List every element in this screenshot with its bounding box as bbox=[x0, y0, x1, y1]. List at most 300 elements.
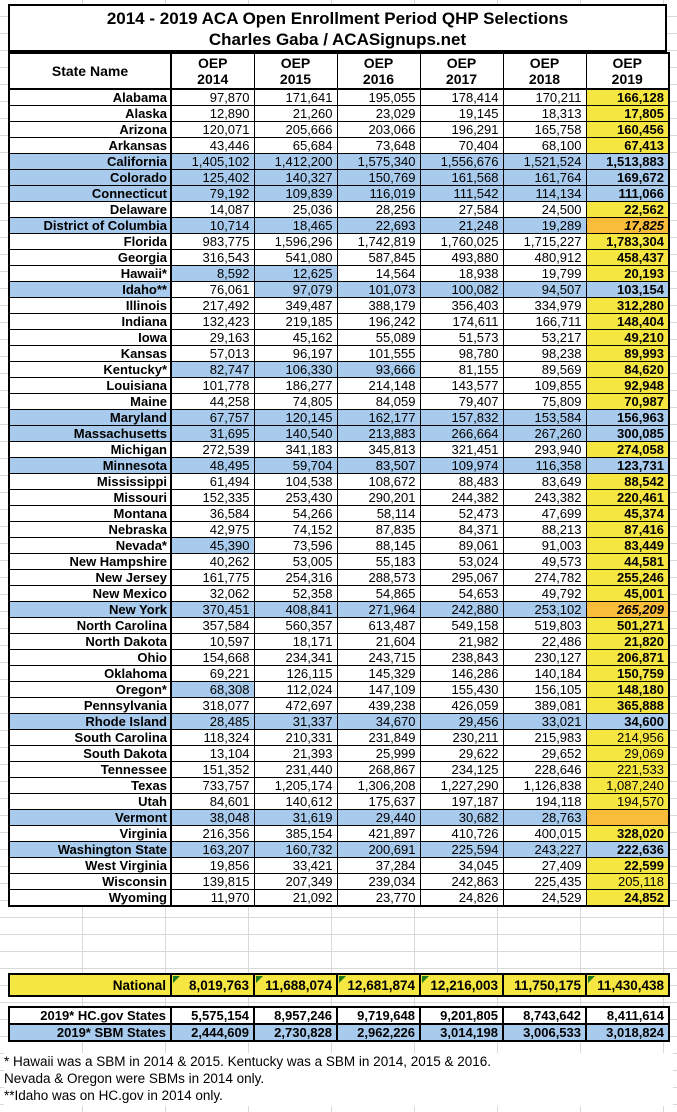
value-cell-2016: 421,897 bbox=[337, 826, 420, 842]
value-cell-2015: 25,036 bbox=[254, 202, 337, 218]
value-cell-2018: 22,486 bbox=[503, 634, 586, 650]
value-cell-2016: 1,742,819 bbox=[337, 234, 420, 250]
value-cell-2017: 34,045 bbox=[420, 858, 503, 874]
state-name-cell: Arkansas bbox=[9, 138, 171, 154]
value-cell-2018: 166,711 bbox=[503, 314, 586, 330]
value-cell-2018: 49,573 bbox=[503, 554, 586, 570]
value-cell-2018: 156,105 bbox=[503, 682, 586, 698]
value-cell-2019: 17,825 bbox=[586, 218, 669, 234]
value-cell-2017: 157,832 bbox=[420, 410, 503, 426]
value-cell-2018: 114,134 bbox=[503, 186, 586, 202]
value-cell-2019: 87,416 bbox=[586, 522, 669, 538]
value-cell-2014: 76,061 bbox=[171, 282, 254, 298]
value-cell-2017: 52,473 bbox=[420, 506, 503, 522]
value-cell-2018: 19,799 bbox=[503, 266, 586, 282]
value-cell-2016: 1,575,340 bbox=[337, 154, 420, 170]
value-cell-2015: 140,612 bbox=[254, 794, 337, 810]
value-cell-2017: 178,414 bbox=[420, 89, 503, 106]
value-cell-2018: 89,569 bbox=[503, 362, 586, 378]
value-cell-2016: 23,770 bbox=[337, 890, 420, 907]
footnote-line: * Hawaii was a SBM in 2014 & 2015. Kentucky was a SBM in 2014, 2015 & 2016. bbox=[4, 1054, 492, 1069]
value-cell-2015: 219,185 bbox=[254, 314, 337, 330]
value-cell-2014: 983,775 bbox=[171, 234, 254, 250]
value-cell-2018: 1,521,524 bbox=[503, 154, 586, 170]
value-cell-2016: 108,672 bbox=[337, 474, 420, 490]
national-value-cell-2015: 11,688,074 bbox=[254, 974, 337, 996]
value-cell-2016: 84,059 bbox=[337, 394, 420, 410]
state-name-cell: South Carolina bbox=[9, 730, 171, 746]
value-cell-2018: 53,217 bbox=[503, 330, 586, 346]
value-cell-2018: 243,382 bbox=[503, 490, 586, 506]
value-cell-2015: 21,260 bbox=[254, 106, 337, 122]
value-cell-2017: 266,664 bbox=[420, 426, 503, 442]
table-row-north-carolina bbox=[9, 618, 669, 634]
value-cell-2018: 47,699 bbox=[503, 506, 586, 522]
value-cell-2019: 458,437 bbox=[586, 250, 669, 266]
value-cell-2014: 82,747 bbox=[171, 362, 254, 378]
value-cell-2014: 118,324 bbox=[171, 730, 254, 746]
value-cell-2018: 228,646 bbox=[503, 762, 586, 778]
value-cell-2014: 68,308 bbox=[171, 682, 254, 698]
value-cell-2015: 21,393 bbox=[254, 746, 337, 762]
value-cell-2014: 44,258 bbox=[171, 394, 254, 410]
table-row-california bbox=[9, 154, 669, 170]
value-cell-2014: 132,423 bbox=[171, 314, 254, 330]
value-cell-2015: 1,205,174 bbox=[254, 778, 337, 794]
table-row-south-carolina bbox=[9, 730, 669, 746]
table-row-maine bbox=[9, 394, 669, 410]
value-cell-2017: 321,451 bbox=[420, 442, 503, 458]
value-cell-2016: 587,845 bbox=[337, 250, 420, 266]
value-cell-2017: 29,456 bbox=[420, 714, 503, 730]
value-cell-2017: 111,542 bbox=[420, 186, 503, 202]
state-name-cell: Alaska bbox=[9, 106, 171, 122]
value-cell-2015: 171,641 bbox=[254, 89, 337, 106]
header-cell-2019: OEP 2019 bbox=[586, 53, 669, 89]
table-row-new-hampshire bbox=[9, 554, 669, 570]
table-row-ohio bbox=[9, 650, 669, 666]
state-name-cell: Wisconsin bbox=[9, 874, 171, 890]
value-cell-2015: 1,412,200 bbox=[254, 154, 337, 170]
state-name-cell: Alabama bbox=[9, 89, 171, 106]
table-row-texas bbox=[9, 778, 669, 794]
value-cell-2017: 155,430 bbox=[420, 682, 503, 698]
value-cell-2017: 197,187 bbox=[420, 794, 503, 810]
value-cell-2019: 45,374 bbox=[586, 506, 669, 522]
header-cell-2017: OEP 2017 bbox=[420, 53, 503, 89]
value-cell-2017: 356,403 bbox=[420, 298, 503, 314]
value-cell-2015: 104,538 bbox=[254, 474, 337, 490]
value-cell-2018: 94,507 bbox=[503, 282, 586, 298]
state-name-cell: Hawaii* bbox=[9, 266, 171, 282]
state-name-cell: Massachusetts bbox=[9, 426, 171, 442]
table-row-new-york bbox=[9, 602, 669, 618]
value-cell-2016: 22,693 bbox=[337, 218, 420, 234]
table-row-florida bbox=[9, 234, 669, 250]
value-cell-2019: 20,193 bbox=[586, 266, 669, 282]
value-cell-2018: 49,792 bbox=[503, 586, 586, 602]
value-cell-2014: 370,451 bbox=[171, 602, 254, 618]
value-cell-2015: 31,337 bbox=[254, 714, 337, 730]
value-cell-2015: 12,625 bbox=[254, 266, 337, 282]
value-cell-2015: 385,154 bbox=[254, 826, 337, 842]
value-cell-2016: 55,183 bbox=[337, 554, 420, 570]
value-cell-2016: 23,029 bbox=[337, 106, 420, 122]
national-value-cell-2019: 11,430,438 bbox=[586, 974, 669, 996]
value-cell-2015: 541,080 bbox=[254, 250, 337, 266]
summary-value-cell-2014: 5,575,154 bbox=[171, 1007, 254, 1024]
header-cell-2015: OEP 2015 bbox=[254, 53, 337, 89]
value-cell-2018: 68,100 bbox=[503, 138, 586, 154]
value-cell-2014: 152,335 bbox=[171, 490, 254, 506]
value-cell-2016: 162,177 bbox=[337, 410, 420, 426]
value-cell-2018: 389,081 bbox=[503, 698, 586, 714]
state-name-cell: Arizona bbox=[9, 122, 171, 138]
value-cell-2019: 222,636 bbox=[586, 842, 669, 858]
value-cell-2019: 49,210 bbox=[586, 330, 669, 346]
value-cell-2016: 175,637 bbox=[337, 794, 420, 810]
value-cell-2017: 174,611 bbox=[420, 314, 503, 330]
value-cell-2017: 70,404 bbox=[420, 138, 503, 154]
value-cell-2015: 45,162 bbox=[254, 330, 337, 346]
table-row-iowa bbox=[9, 330, 669, 346]
value-cell-2018: 140,184 bbox=[503, 666, 586, 682]
value-cell-2017: 51,573 bbox=[420, 330, 503, 346]
value-cell-2014: 357,584 bbox=[171, 618, 254, 634]
value-cell-2019: 45,001 bbox=[586, 586, 669, 602]
value-cell-2016: 271,964 bbox=[337, 602, 420, 618]
value-cell-2016: 101,073 bbox=[337, 282, 420, 298]
value-cell-2016: 101,555 bbox=[337, 346, 420, 362]
value-cell-2019: 148,404 bbox=[586, 314, 669, 330]
value-cell-2019: 206,871 bbox=[586, 650, 669, 666]
value-cell-2019: 89,993 bbox=[586, 346, 669, 362]
value-cell-2019: 169,672 bbox=[586, 170, 669, 186]
state-name-cell: Iowa bbox=[9, 330, 171, 346]
value-cell-2018: 400,015 bbox=[503, 826, 586, 842]
value-cell-2014: 43,446 bbox=[171, 138, 254, 154]
value-cell-2019: 166,128 bbox=[586, 89, 669, 106]
value-cell-2016: 196,242 bbox=[337, 314, 420, 330]
value-cell-2017: 196,291 bbox=[420, 122, 503, 138]
header-cell-2016: OEP 2016 bbox=[337, 53, 420, 89]
table-row-colorado bbox=[9, 170, 669, 186]
value-cell-2019: 501,271 bbox=[586, 618, 669, 634]
value-cell-2015: 126,115 bbox=[254, 666, 337, 682]
value-cell-2016: 613,487 bbox=[337, 618, 420, 634]
table-row-nebraska bbox=[9, 522, 669, 538]
value-cell-2017: 27,584 bbox=[420, 202, 503, 218]
value-cell-2014: 12,890 bbox=[171, 106, 254, 122]
state-name-cell: Oregon* bbox=[9, 682, 171, 698]
value-cell-2018: 24,500 bbox=[503, 202, 586, 218]
value-cell-2019: 221,533 bbox=[586, 762, 669, 778]
value-cell-2014: 217,492 bbox=[171, 298, 254, 314]
value-cell-2018: 1,715,227 bbox=[503, 234, 586, 250]
value-cell-2017: 54,653 bbox=[420, 586, 503, 602]
value-cell-2015: 18,171 bbox=[254, 634, 337, 650]
state-name-cell: Virginia bbox=[9, 826, 171, 842]
value-cell-2019: 274,058 bbox=[586, 442, 669, 458]
value-cell-2019: 34,600 bbox=[586, 714, 669, 730]
value-cell-2014: 84,601 bbox=[171, 794, 254, 810]
value-cell-2017: 161,568 bbox=[420, 170, 503, 186]
summary-value-cell-2019: 8,411,614 bbox=[586, 1007, 669, 1024]
value-cell-2015: 205,666 bbox=[254, 122, 337, 138]
value-cell-2018: 170,211 bbox=[503, 89, 586, 106]
value-cell-2019: 1,087,240 bbox=[586, 778, 669, 794]
value-cell-2018: 274,782 bbox=[503, 570, 586, 586]
value-cell-2019: 220,461 bbox=[586, 490, 669, 506]
value-cell-2016: 34,670 bbox=[337, 714, 420, 730]
state-name-cell: Kansas bbox=[9, 346, 171, 362]
value-cell-2015: 54,266 bbox=[254, 506, 337, 522]
summary-value-cell-2018: 3,006,533 bbox=[503, 1024, 586, 1041]
value-cell-2017: 98,780 bbox=[420, 346, 503, 362]
value-cell-2015: 254,316 bbox=[254, 570, 337, 586]
value-cell-2019: 150,759 bbox=[586, 666, 669, 682]
value-cell-2014: 61,494 bbox=[171, 474, 254, 490]
value-cell-2015: 97,079 bbox=[254, 282, 337, 298]
table-row-wyoming bbox=[9, 890, 669, 907]
value-cell-2018: 334,979 bbox=[503, 298, 586, 314]
table-row-michigan bbox=[9, 442, 669, 458]
comment-triangle-icon bbox=[256, 976, 263, 983]
table-row-new-jersey bbox=[9, 570, 669, 586]
comment-triangle-icon bbox=[173, 976, 180, 983]
value-cell-2016: 116,019 bbox=[337, 186, 420, 202]
value-cell-2019: 84,620 bbox=[586, 362, 669, 378]
header-cell-2018: OEP 2018 bbox=[503, 53, 586, 89]
table-row-indiana bbox=[9, 314, 669, 330]
state-name-cell: Pennsylvania bbox=[9, 698, 171, 714]
value-cell-2019: 44,581 bbox=[586, 554, 669, 570]
value-cell-2016: 58,114 bbox=[337, 506, 420, 522]
state-name-cell: Louisiana bbox=[9, 378, 171, 394]
value-cell-2018: 253,102 bbox=[503, 602, 586, 618]
state-name-cell: Kentucky* bbox=[9, 362, 171, 378]
value-cell-2016: 288,573 bbox=[337, 570, 420, 586]
value-cell-2014: 120,071 bbox=[171, 122, 254, 138]
title-box bbox=[8, 4, 667, 52]
value-cell-2017: 1,760,025 bbox=[420, 234, 503, 250]
table-row-mississippi bbox=[9, 474, 669, 490]
value-cell-2019: 92,948 bbox=[586, 378, 669, 394]
value-cell-2017: 1,227,290 bbox=[420, 778, 503, 794]
summary-label-cell: 2019* HC.gov States bbox=[9, 1007, 171, 1024]
table-row-kansas bbox=[9, 346, 669, 362]
value-cell-2014: 161,775 bbox=[171, 570, 254, 586]
value-cell-2018: 243,227 bbox=[503, 842, 586, 858]
value-cell-2014: 42,975 bbox=[171, 522, 254, 538]
value-cell-2016: 29,440 bbox=[337, 810, 420, 826]
value-cell-2014: 10,597 bbox=[171, 634, 254, 650]
value-cell-2019: 265,209 bbox=[586, 602, 669, 618]
value-cell-2018: 293,940 bbox=[503, 442, 586, 458]
state-name-cell: Rhode Island bbox=[9, 714, 171, 730]
value-cell-2014: 316,543 bbox=[171, 250, 254, 266]
table-title: 2014 - 2019 ACA Open Enrollment Period QHP Selections bbox=[106, 9, 569, 28]
value-cell-2014: 125,402 bbox=[171, 170, 254, 186]
value-cell-2018: 161,764 bbox=[503, 170, 586, 186]
value-cell-2017: 493,880 bbox=[420, 250, 503, 266]
value-cell-2014: 32,062 bbox=[171, 586, 254, 602]
state-name-cell: New Jersey bbox=[9, 570, 171, 586]
value-cell-2019 bbox=[586, 810, 669, 826]
value-cell-2015: 21,092 bbox=[254, 890, 337, 907]
value-cell-2018: 88,213 bbox=[503, 522, 586, 538]
state-name-cell: Georgia bbox=[9, 250, 171, 266]
header-cell-state-name: State Name bbox=[9, 53, 171, 89]
national-value-cell-2014: 8,019,763 bbox=[171, 974, 254, 996]
value-cell-2017: 89,061 bbox=[420, 538, 503, 554]
value-cell-2018: 83,649 bbox=[503, 474, 586, 490]
value-cell-2015: 18,465 bbox=[254, 218, 337, 234]
summary-row-2019-sbm-states bbox=[9, 1024, 669, 1041]
national-row bbox=[9, 974, 669, 996]
value-cell-2018: 165,758 bbox=[503, 122, 586, 138]
state-name-cell: Texas bbox=[9, 778, 171, 794]
state-name-cell: Vermont bbox=[9, 810, 171, 826]
value-cell-2015: 109,839 bbox=[254, 186, 337, 202]
value-cell-2019: 214,956 bbox=[586, 730, 669, 746]
table-row-alaska bbox=[9, 106, 669, 122]
summary-row-2019-hc-gov-states bbox=[9, 1007, 669, 1024]
value-cell-2017: 29,622 bbox=[420, 746, 503, 762]
value-cell-2015: 96,197 bbox=[254, 346, 337, 362]
table-row-washington-state bbox=[9, 842, 669, 858]
footnote-line: **Idaho was on HC.gov in 2014 only. bbox=[4, 1088, 223, 1103]
comment-triangle-icon bbox=[339, 976, 346, 983]
table-row-arizona bbox=[9, 122, 669, 138]
value-cell-2016: 388,179 bbox=[337, 298, 420, 314]
value-cell-2014: 28,485 bbox=[171, 714, 254, 730]
state-name-cell: South Dakota bbox=[9, 746, 171, 762]
value-cell-2019: 103,154 bbox=[586, 282, 669, 298]
value-cell-2016: 268,867 bbox=[337, 762, 420, 778]
value-cell-2017: 84,371 bbox=[420, 522, 503, 538]
value-cell-2019: 111,066 bbox=[586, 186, 669, 202]
value-cell-2016: 87,835 bbox=[337, 522, 420, 538]
table-row-kentucky bbox=[9, 362, 669, 378]
value-cell-2019: 160,456 bbox=[586, 122, 669, 138]
value-cell-2014: 45,390 bbox=[171, 538, 254, 554]
value-cell-2018: 267,260 bbox=[503, 426, 586, 442]
value-cell-2017: 21,248 bbox=[420, 218, 503, 234]
header-row bbox=[9, 53, 669, 89]
value-cell-2019: 21,820 bbox=[586, 634, 669, 650]
state-name-cell: Tennessee bbox=[9, 762, 171, 778]
table-row-district-of-columbia bbox=[9, 218, 669, 234]
value-cell-2017: 426,059 bbox=[420, 698, 503, 714]
value-cell-2014: 733,757 bbox=[171, 778, 254, 794]
summary-value-cell-2017: 3,014,198 bbox=[420, 1024, 503, 1041]
table-row-missouri bbox=[9, 490, 669, 506]
state-name-cell: Illinois bbox=[9, 298, 171, 314]
state-name-cell: North Carolina bbox=[9, 618, 171, 634]
value-cell-2017: 24,826 bbox=[420, 890, 503, 907]
value-cell-2016: 213,883 bbox=[337, 426, 420, 442]
value-cell-2017: 30,682 bbox=[420, 810, 503, 826]
summary-value-cell-2015: 2,730,828 bbox=[254, 1024, 337, 1041]
table-row-massachusetts bbox=[9, 426, 669, 442]
value-cell-2016: 214,148 bbox=[337, 378, 420, 394]
value-cell-2014: 139,815 bbox=[171, 874, 254, 890]
value-cell-2019: 328,020 bbox=[586, 826, 669, 842]
value-cell-2014: 29,163 bbox=[171, 330, 254, 346]
value-cell-2019: 70,987 bbox=[586, 394, 669, 410]
value-cell-2015: 120,145 bbox=[254, 410, 337, 426]
table-subtitle: Charles Gaba / ACASignups.net bbox=[208, 30, 467, 49]
table-row-tennessee bbox=[9, 762, 669, 778]
value-cell-2017: 234,125 bbox=[420, 762, 503, 778]
value-cell-2018: 19,289 bbox=[503, 218, 586, 234]
value-cell-2016: 239,034 bbox=[337, 874, 420, 890]
value-cell-2015: 140,540 bbox=[254, 426, 337, 442]
table-row-georgia bbox=[9, 250, 669, 266]
comment-triangle-icon bbox=[422, 976, 429, 983]
value-cell-2017: 109,974 bbox=[420, 458, 503, 474]
table-row-oklahoma bbox=[9, 666, 669, 682]
value-cell-2014: 272,539 bbox=[171, 442, 254, 458]
value-cell-2016: 145,329 bbox=[337, 666, 420, 682]
state-name-cell: North Dakota bbox=[9, 634, 171, 650]
state-name-cell: New Mexico bbox=[9, 586, 171, 602]
value-cell-2014: 101,778 bbox=[171, 378, 254, 394]
value-cell-2019: 67,413 bbox=[586, 138, 669, 154]
value-cell-2017: 146,286 bbox=[420, 666, 503, 682]
value-cell-2014: 97,870 bbox=[171, 89, 254, 106]
state-name-cell: Missouri bbox=[9, 490, 171, 506]
table-row-delaware bbox=[9, 202, 669, 218]
value-cell-2019: 22,599 bbox=[586, 858, 669, 874]
value-cell-2019: 194,570 bbox=[586, 794, 669, 810]
value-cell-2015: 112,024 bbox=[254, 682, 337, 698]
national-value-cell-2017: 12,216,003 bbox=[420, 974, 503, 996]
value-cell-2018: 153,584 bbox=[503, 410, 586, 426]
value-cell-2017: 295,067 bbox=[420, 570, 503, 586]
value-cell-2018: 1,126,838 bbox=[503, 778, 586, 794]
value-cell-2019: 156,963 bbox=[586, 410, 669, 426]
state-name-cell: Colorado bbox=[9, 170, 171, 186]
table-row-nevada bbox=[9, 538, 669, 554]
table-row-utah bbox=[9, 794, 669, 810]
value-cell-2014: 1,405,102 bbox=[171, 154, 254, 170]
state-name-cell: Idaho** bbox=[9, 282, 171, 298]
value-cell-2015: 253,430 bbox=[254, 490, 337, 506]
value-cell-2016: 200,691 bbox=[337, 842, 420, 858]
value-cell-2016: 55,089 bbox=[337, 330, 420, 346]
value-cell-2019: 148,180 bbox=[586, 682, 669, 698]
value-cell-2014: 10,714 bbox=[171, 218, 254, 234]
value-cell-2015: 186,277 bbox=[254, 378, 337, 394]
comment-triangle-icon bbox=[588, 976, 595, 983]
value-cell-2016: 150,769 bbox=[337, 170, 420, 186]
value-cell-2018: 24,529 bbox=[503, 890, 586, 907]
value-cell-2018: 519,803 bbox=[503, 618, 586, 634]
value-cell-2018: 215,983 bbox=[503, 730, 586, 746]
value-cell-2014: 154,668 bbox=[171, 650, 254, 666]
state-name-cell: Michigan bbox=[9, 442, 171, 458]
value-cell-2014: 48,495 bbox=[171, 458, 254, 474]
value-cell-2014: 14,087 bbox=[171, 202, 254, 218]
state-name-cell: Nevada* bbox=[9, 538, 171, 554]
value-cell-2018: 29,652 bbox=[503, 746, 586, 762]
value-cell-2018: 194,118 bbox=[503, 794, 586, 810]
state-name-cell: California bbox=[9, 154, 171, 170]
value-cell-2017: 53,024 bbox=[420, 554, 503, 570]
value-cell-2016: 345,813 bbox=[337, 442, 420, 458]
